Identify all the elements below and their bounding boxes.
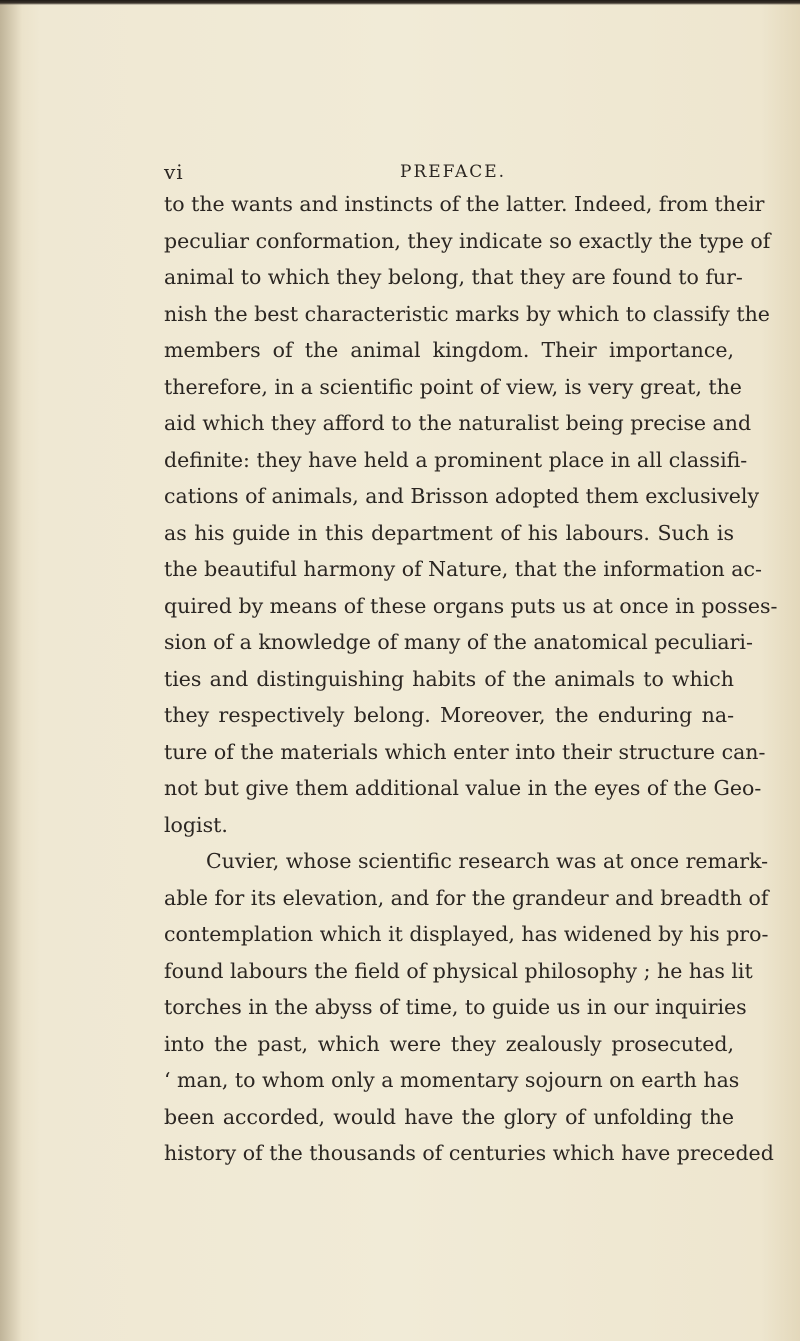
text-line: found labours the field of physical philosophy ; he has lit [164,958,753,983]
text-line: contemplation which it displayed, has widened by his pro- [164,922,769,946]
page-top-edge [0,0,800,5]
text-line: logist. [164,812,228,837]
text-line: to the wants and instincts of the latter. Indeed, from their [164,192,765,216]
text-line: as his guide in this department of his labours. Such is [164,520,734,545]
body-text [164,186,778,1172]
text-line: aid which they afford to the naturalist being precise and [164,411,752,435]
binding-shadow [0,0,22,1341]
text-line: ‘ man, to whom only a momentary sojourn on earth has [164,1068,740,1092]
text-line: sion of a knowledge of many of the anatomical peculiari- [164,630,753,654]
text-line: Cuvier, whose scientific research was at once remark- [206,849,768,873]
text-line: animal to which they belong, that they are found to fur- [164,265,743,289]
text-line: not but give them additional value in the eyes of the Geo- [164,776,762,800]
text-line: cations of animals, and Brisson adopted them exclusively [164,484,760,508]
text-line: into the past, which were they zealously prosecuted, [164,1031,734,1056]
running-title: PREFACE. [400,162,507,182]
text-line: members of the animal kingdom. Their importance, [164,338,734,362]
text-line: ture of the materials which enter into their structure can- [164,739,766,764]
text-line: peculiar conformation, they indicate so exactly the type of [164,228,771,253]
page-number: vi [164,160,184,184]
text-line: history of the thousands of centuries which have preceded [164,1141,774,1165]
text-line: therefore, in a scientific point of view, is very great, the [164,374,742,399]
text-line: been accorded, would have the glory of unfolding the [164,1104,734,1129]
text-line: ties and distinguishing habits of the animals to which [164,666,734,691]
text-line: nish the best characteristic marks by which to classify the [164,301,770,326]
text-line: definite: they have held a prominent place in all classifi- [164,447,748,472]
text-line: they respectively belong. Moreover, the enduring na- [164,703,734,727]
text-line: the beautiful harmony of Nature, that the information ac- [164,557,762,581]
text-line: torches in the abyss of time, to guide us in our inquiries [164,995,747,1019]
text-line: quired by means of these organs puts us at once in posses- [164,593,778,618]
text-line: able for its elevation, and for the grandeur and breadth of [164,885,769,910]
